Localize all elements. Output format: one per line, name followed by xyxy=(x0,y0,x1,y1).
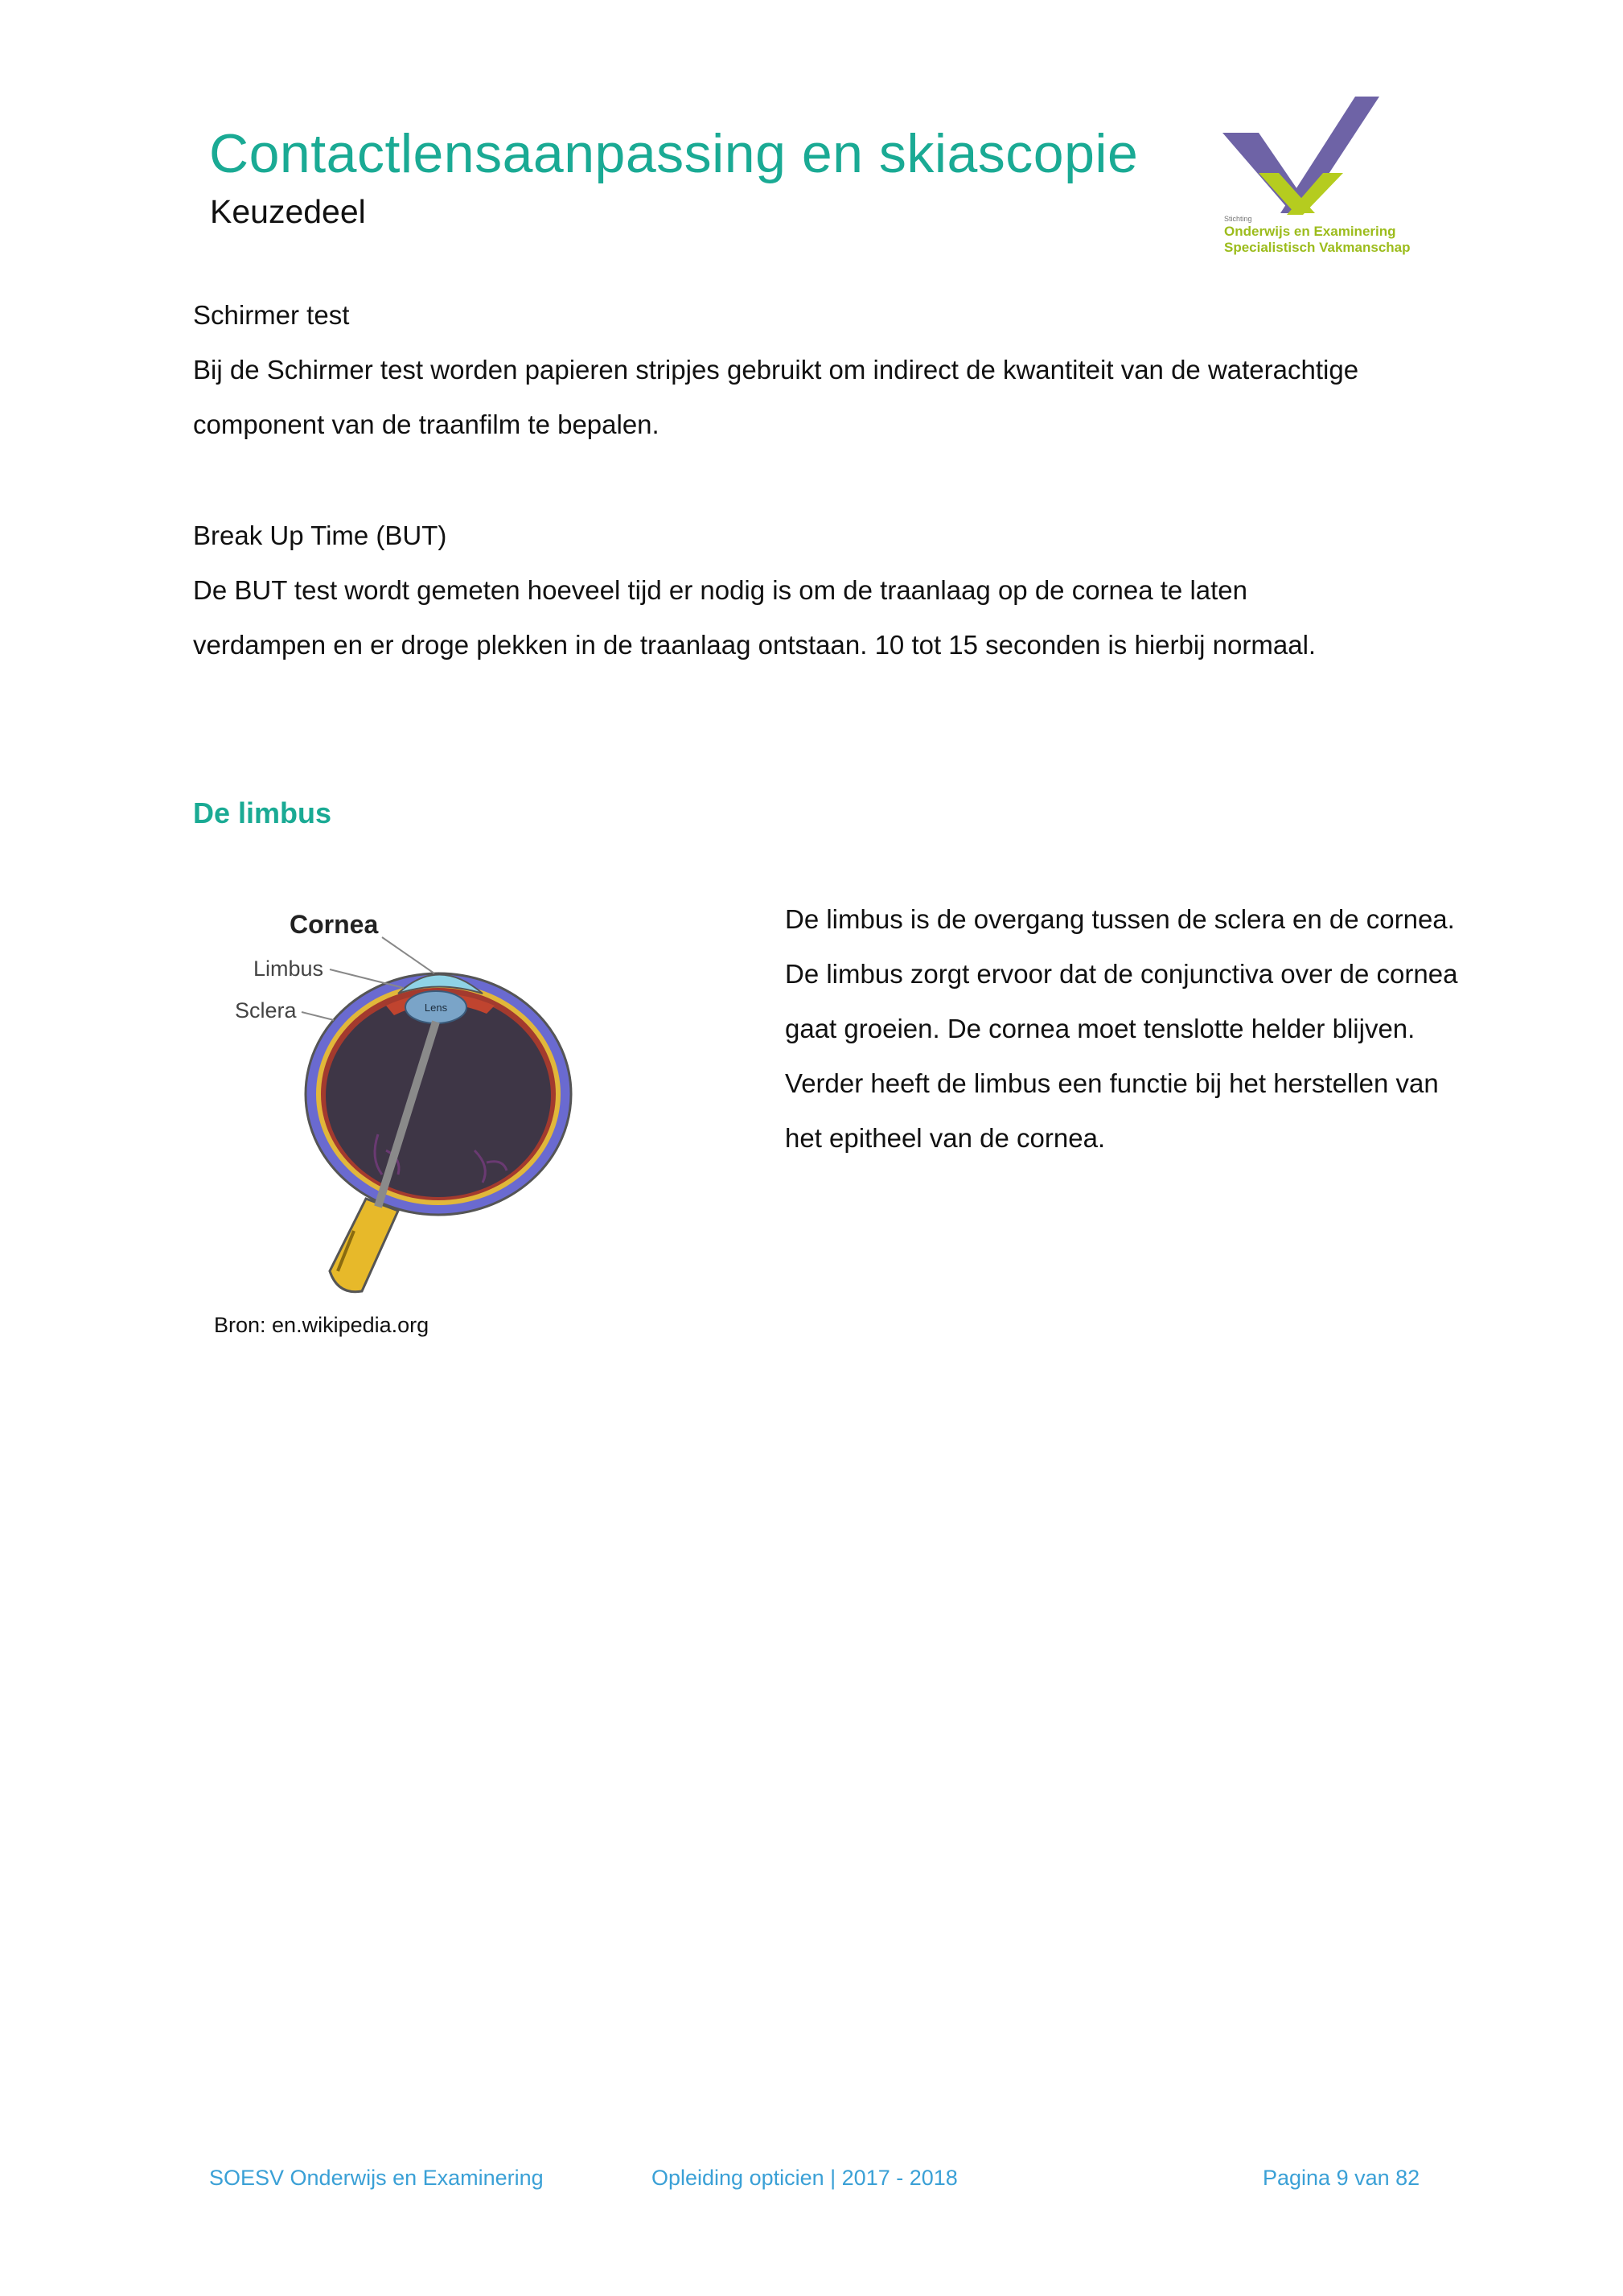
figure-source: Bron: en.wikipedia.org xyxy=(214,1313,429,1337)
footer-center: Opleiding opticien | 2017 - 2018 xyxy=(651,2166,958,2190)
lens-label: Lens xyxy=(424,1002,448,1014)
schirmer-line-2: component van de traanfilm te bepalen. xyxy=(193,409,659,439)
cornea-label: Cornea xyxy=(290,910,379,939)
limbus-line-2: De limbus zorgt ervoor dat de conjunctiva over de cornea xyxy=(785,959,1458,989)
but-line-1: De BUT test wordt gemeten hoeveel tijd er nodig is om de traanlaag op de cornea te laten xyxy=(193,575,1248,605)
document-subtitle: Keuzedeel xyxy=(210,193,366,230)
limbus-heading: De limbus xyxy=(193,796,332,829)
logo-small-text: Stichting xyxy=(1224,215,1252,223)
limbus-label: Limbus xyxy=(253,957,324,981)
eye-diagram xyxy=(217,893,587,1295)
limbus-line-5: het epitheel van de cornea. xyxy=(785,1123,1106,1153)
sclera-label: Sclera xyxy=(235,998,297,1023)
logo-line2: Specialistisch Vakmanschap xyxy=(1224,240,1411,255)
schirmer-line-1: Bij de Schirmer test worden papieren stripjes gebruikt om indirect de kwantiteit van de waterachtige xyxy=(193,355,1359,385)
limbus-line-3: gaat groeien. De cornea moet tenslotte helder blijven. xyxy=(785,1014,1416,1043)
footer-left: SOESV Onderwijs en Examinering xyxy=(209,2166,544,2190)
schirmer-heading: Schirmer test xyxy=(193,300,350,330)
soesv-logo xyxy=(1214,93,1440,261)
but-heading: Break Up Time (BUT) xyxy=(193,521,447,550)
limbus-line-1: De limbus is de overgang tussen de sclera en de cornea. xyxy=(785,904,1455,934)
but-line-2: verdampen en er droge plekken in de traanlaag ontstaan. 10 tot 15 seconden is hierbij normaal. xyxy=(193,630,1317,660)
document-title: Contactlensaanpassing en skiascopie xyxy=(209,123,1139,184)
footer-page-number: Pagina 9 van 82 xyxy=(1263,2166,1420,2190)
logo-line1: Onderwijs en Examinering xyxy=(1224,224,1396,239)
limbus-line-4: Verder heeft de limbus een functie bij het herstellen van xyxy=(785,1068,1439,1098)
logo-mark-icon xyxy=(1214,93,1440,261)
